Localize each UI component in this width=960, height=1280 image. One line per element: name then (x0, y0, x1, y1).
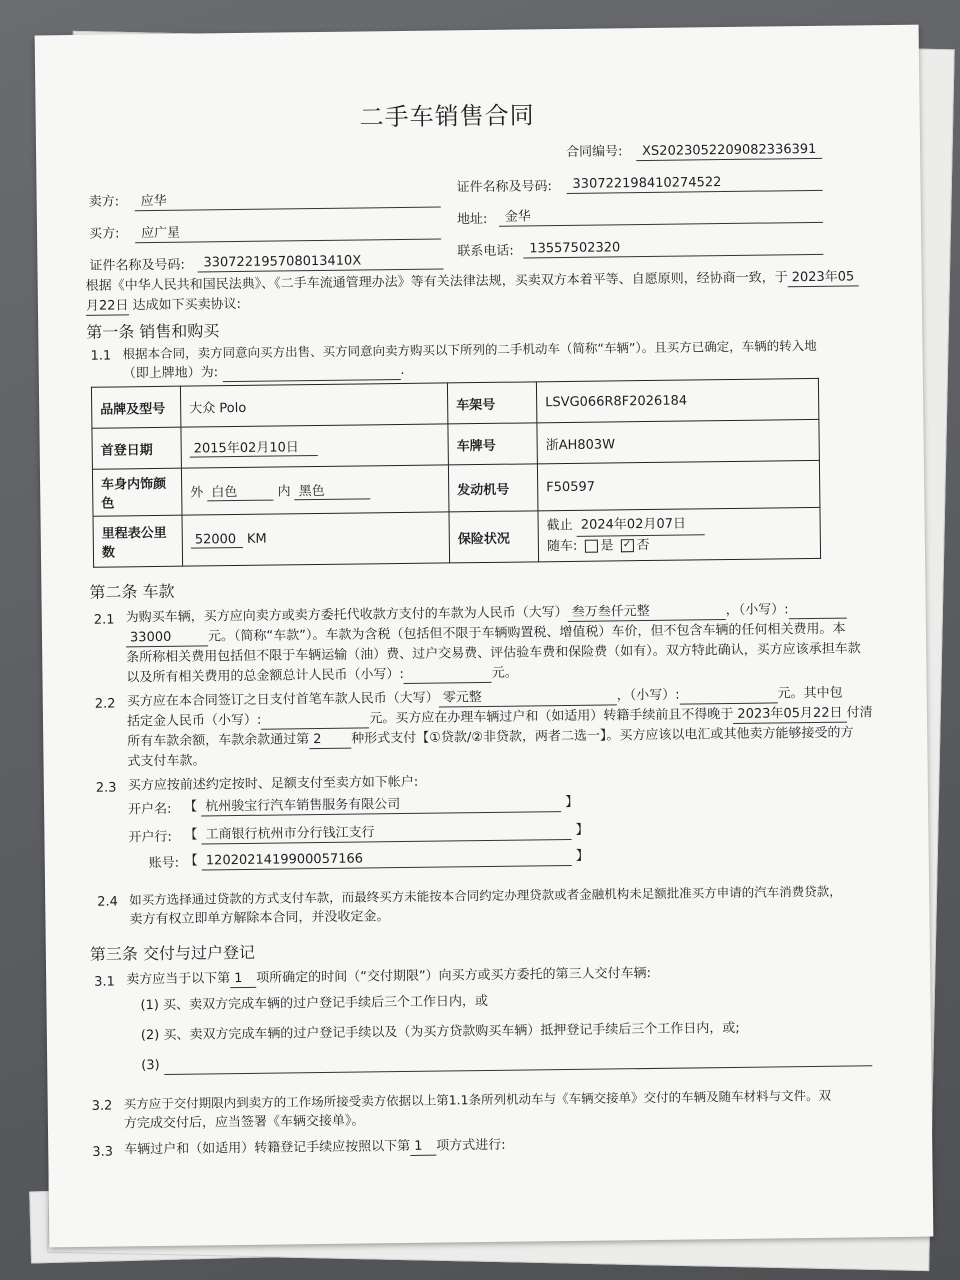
clause-1-1-number: 1.1 (90, 348, 112, 364)
transfer-item: 1 (410, 1139, 436, 1156)
vin-label: 车架号 (447, 382, 536, 424)
seller-value: 应华 (135, 190, 441, 211)
insurance-until-date: 2024年02月07日 (577, 514, 705, 537)
clause-2-2-text-c: 元。其中包 (777, 685, 843, 702)
clause-2-1-line3: 条所称相关费用包括但不限于车辆运输（油）费、过户交易费、评估验车费和保险费（如有）。双方特此确认，买方应该承担车款 (126, 641, 861, 666)
color-label: 车身内饰颜色 (92, 468, 182, 516)
clause-2-1-number: 2.1 (93, 612, 115, 628)
contract-page (35, 25, 934, 1248)
ext-prefix: 外 (190, 485, 204, 501)
clause-2-4-number: 2.4 (97, 894, 119, 910)
mileage-value: 52000 (191, 532, 243, 549)
seller-id-label: 证件名称及号码: (456, 179, 552, 196)
clause-2-3-line1: 买方应按前述约定按时、足额支付至卖方如下帐户: (127, 774, 419, 794)
article-3-heading: 第三条 交付与过户登记 (89, 942, 256, 964)
phone-value: 13557502320 (523, 238, 823, 259)
vehicle-info-table (91, 378, 821, 568)
engine-label: 发动机号 (448, 464, 538, 512)
buyer-label: 买方: (88, 226, 120, 242)
buyer-value: 应广星 (135, 222, 441, 243)
reg-date-cell (181, 424, 448, 468)
insurance-until-prefix: 截止 (546, 517, 573, 533)
brand-value: 大众 Polo (180, 383, 447, 427)
clause-2-2-text-f: 付清 (846, 705, 873, 721)
insurance-label: 保险状况 (449, 511, 539, 563)
clause-3-3-line1 (124, 1138, 506, 1160)
account-no-row: 【 1202021419900057166 】 (184, 848, 590, 869)
mileage-unit: KM (246, 531, 267, 547)
clause-2-4-line1: 如买方选择通过贷款的方式支付车款，而最终买方未能按本合同约定办理贷款或者金融机构未足额批准买方申请的汽车消费贷款， (129, 883, 842, 908)
balance-due-date: 2023年05月22日 (733, 706, 846, 724)
address-value: 金华 (499, 206, 823, 227)
clause-3-1-option3-num: (3) (141, 1057, 160, 1074)
brand-label: 品牌及型号 (91, 386, 180, 428)
delivery-item: 1 (230, 971, 256, 988)
clause-1-1-line2: （即上牌地）为: . (122, 362, 405, 382)
seller-id-value: 330722198410274522 (566, 174, 822, 194)
account-no-label: 账号: (148, 855, 180, 872)
clause-3-2-number: 3.2 (91, 1098, 113, 1114)
clause-2-1-text-b: ，（小写）: (725, 602, 789, 619)
contract-no-value: XS2023052209082336391 (636, 142, 822, 161)
int-prefix: 内 (277, 484, 291, 500)
clause-3-1-text-b: 项所确定的时间（“交付期限”）向买方或买方委托的第三人交付车辆: (256, 965, 652, 986)
reg-date-value: 2015年02月10日 (190, 436, 318, 458)
register-place-blank (222, 363, 400, 382)
preamble-date-a: 2023年05 (788, 269, 859, 287)
vin-value: LSVG066R8F2026184 (536, 378, 818, 422)
clause-2-2-line4: 式支付车款。 (127, 753, 206, 770)
clause-2-4-line2: 卖方有权立即单方解除本合同，并没收定金。 (129, 909, 390, 928)
ext-color: 白色 (207, 481, 273, 502)
checkbox-yes-label: 是 (600, 537, 614, 554)
buyer-id-value: 330722195708013410X (197, 252, 443, 272)
clause-3-1-option3 (141, 1049, 872, 1075)
clause-2-2-number: 2.2 (94, 696, 116, 712)
clause-2-1-text-a: 为购买车辆，买方应向卖方或卖方委托代收款方支付的车款为人民币（大写） (125, 604, 568, 626)
plate-label: 车牌号 (448, 423, 537, 465)
clause-2-1-text-c: 元。（简称“车款”）。车款为含税（包括但不限于车辆购置税、增值税）车价，但不包含车辆的任何相关费用。本 (207, 621, 846, 645)
bank-value: 工商银行杭州市分行钱江支行 (201, 823, 571, 845)
mileage-cell (182, 512, 450, 566)
clause-2-1-text-e: 元。 (491, 665, 518, 681)
plate-value: 浙AH803W (537, 419, 819, 463)
checkbox-no[interactable]: ✓ (621, 539, 634, 552)
option3-blank (164, 1049, 872, 1075)
clause-2-2-text-h: 种形式支付【①贷款/②非贷款，两者二选一】。买方应该以电汇或其他卖方能够接受的方 (351, 725, 854, 747)
clause-3-2-line1: 买方应于交付期限内到卖方的工作场所接受卖方依据以上第1.1条所列机动车与《车辆交接单》交付的车辆及随车材料与文件。双 (123, 1087, 832, 1112)
clause-2-2-text-e: 元。买方应在办理车辆过户和（如适用）转籍手续前且不得晚于 (369, 706, 734, 727)
checkbox-no-label: 否 (636, 537, 650, 553)
clause-3-3-text-a: 车辆过户和（如适用）转籍登记手续应按照以下第 (124, 1138, 411, 1158)
clause-3-3-number: 3.3 (92, 1144, 114, 1160)
int-color: 黑色 (295, 479, 371, 500)
payment-way: 2 (309, 732, 351, 750)
clause-1-1-line2-text: （即上牌地）为: (122, 365, 219, 382)
preamble-text: 根据《中华人民共和国民法典》、《二手车流通管理办法》等有关法律法规，买卖双方本着平等、自愿原则，经协商一致，于 (85, 270, 788, 294)
clause-3-1-option1: (1) 买、卖双方完成车辆的过户登记手续后三个工作日内，或 (140, 993, 489, 1014)
clause-3-1-text-a: 卖方应当于以下第 (126, 971, 231, 988)
price-lower: 33000 (126, 629, 208, 647)
clause-3-1-number: 3.1 (94, 974, 115, 990)
total-blank (404, 666, 492, 684)
clause-3-2-line2: 方完成交付后，应当签署《车辆交接单》。 (123, 1113, 365, 1132)
first-pay-upper: 零元整 (439, 688, 617, 707)
insurance-cell (538, 507, 821, 561)
address-label: 地址: (456, 211, 488, 228)
phone-label: 联系电话: (457, 243, 514, 260)
deposit-blank (261, 711, 369, 729)
clause-3-1-option2: (2) 买、卖双方完成车辆的过户登记手续以及（为买方贷款购买车辆）抵押登记手续后三个工作日内，或; (140, 1020, 740, 1044)
clause-2-2-text-d: 括定金人民币（小写）: (126, 712, 262, 730)
clause-1-1-line1: 根据本合同，卖方同意向买方出售、买方同意向卖方购买以下所列的二手机动车（简称“车辆”）。且买方已确定，车辆的转入地 (122, 337, 817, 362)
color-cell (181, 465, 449, 515)
clause-2-3-number: 2.3 (95, 780, 117, 796)
preamble-date-b: 月22日 (85, 298, 129, 314)
article-1-heading: 第一条 销售和购买 (86, 321, 220, 342)
engine-value: F50597 (537, 460, 820, 510)
account-name-label: 开户名: (128, 801, 172, 818)
clause-2-2-text-g: 所有车款余额，车款余款通过第 (127, 732, 310, 750)
table-row (93, 507, 821, 567)
bank-row: 【 工商银行杭州市分行钱江支行 】 (184, 822, 589, 843)
preamble-rest: 达成如下买卖协议: (132, 296, 242, 314)
checkbox-yes[interactable] (584, 539, 597, 552)
account-no-value: 1202021419900057166 (202, 849, 572, 871)
mileage-label: 里程表公里数 (93, 515, 183, 567)
clause-3-1-line1 (126, 966, 651, 989)
buyer-id-label: 证件名称及号码: (89, 257, 185, 274)
reg-date-label: 首登日期 (92, 427, 181, 469)
preamble-line1 (86, 269, 859, 295)
with-car-label: 随车: (546, 538, 578, 554)
clause-3-3-text-b: 项方式进行: (436, 1137, 506, 1154)
seller-label: 卖方: (88, 194, 120, 210)
clause-2-1-line4 (126, 666, 518, 688)
first-pay-lower-blank (680, 686, 778, 704)
contract-title: 二手车销售合同 (359, 101, 535, 132)
contract-no-label: 合同编号: (566, 144, 623, 160)
clause-2-2-text-b: ，（小写）: (616, 687, 680, 704)
price-lower-blank (789, 602, 847, 620)
price-upper: 叁万叁仟元整 (568, 603, 726, 622)
article-2-heading: 第二条 车款 (89, 581, 175, 602)
clause-2-2-text-a: 买方应在本合同签订之日支付首笔车款人民币（大写） (126, 690, 439, 710)
preamble-line2 (86, 297, 241, 316)
bank-label: 开户行: (128, 829, 172, 846)
account-name-value: 杭州骏宝行汽车销售服务有限公司 (201, 795, 561, 816)
account-name-row: 【 杭州骏宝行汽车销售服务有限公司 】 (183, 794, 579, 815)
clause-2-1-text-d: 以及所有相关费用的总金额总计人民币（小写）: (126, 666, 404, 686)
